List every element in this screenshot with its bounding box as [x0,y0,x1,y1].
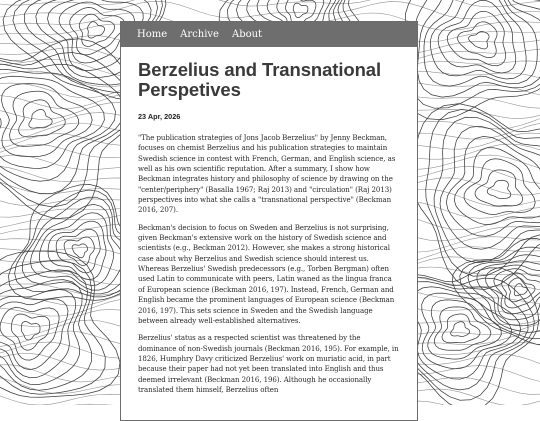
contour-line [509,278,536,302]
contour-line [72,244,88,258]
contour-line [79,14,114,46]
post-title: Berzelius and Transnational Perspetives [138,60,400,100]
contour-line [293,3,308,18]
contour-line [487,180,511,198]
contour-line [0,0,540,7]
contour-line [0,308,59,361]
post-content [121,47,417,395]
post-date: 23 Apr, 2026 [138,112,400,121]
post-paragraph: "The publication strategies of Jons Jacob Berzelius" by Jenny Beckman, focuses on chemist Berzelius and his publication strategies to maintain Swedish science in contest with French, German, and English science, as well as his own scientific reputation. After a summary, I show how Beckman integrates history and philosophy of science by drawing on the "center/periphery" (Basalla 1967; Raj 2013) and "circulation" (Raj 2013) perspectives into what she calls a "transnational perspective" (Beckman 2016, 207). [138,133,400,216]
contour-line [434,117,540,262]
contour-line [451,322,470,337]
post-paragraph: Berzelius' status as a respected scientist was threatened by the dominance of non-Swedish journals (Beckman 2016, 195). For example, in 1826, Humphry Davy criticized Berzelius' work on muriatic acid, in part because their paper had not yet been translated into English and thus deemed irrelevant (Beckman 2016, 196). Although he occasionally translated them himself, Berzelius often [138,333,400,395]
nav-about-link[interactable]: About [232,29,262,40]
post-paragraph: Beckman's decision to focus on Sweden and Berzelius is not surprising, given Beckman's extensive work on the history of Swedish science and scientists (e.g., Beckman 2012). However, she makes a strong historical case about why Berzelius and Swedish science should interest us. Whereas Berzelius' Swedish predecessors (e.g., Torben Bergman) often used Latin to communicate with peers, Latin waned as the lingua franca of European science (Beckman 2016, 197). Instead, French, German and English became the prominent languages of European science (Beckman 2016, 197). This sets science in Sweden and the Swedish language between already well-established alternatives. [138,223,400,326]
contour-line [428,300,502,359]
contour-line [447,11,505,65]
contour-line [0,261,105,394]
contour-line [0,270,92,390]
contour-line [475,170,523,206]
nav-home-link[interactable]: Home [137,29,167,40]
contour-line [64,237,94,266]
nav-archive-link[interactable]: Archive [180,29,219,40]
contour-line [11,314,49,350]
contour-line [412,0,540,108]
top-nav [121,22,417,47]
page-card [120,21,418,421]
